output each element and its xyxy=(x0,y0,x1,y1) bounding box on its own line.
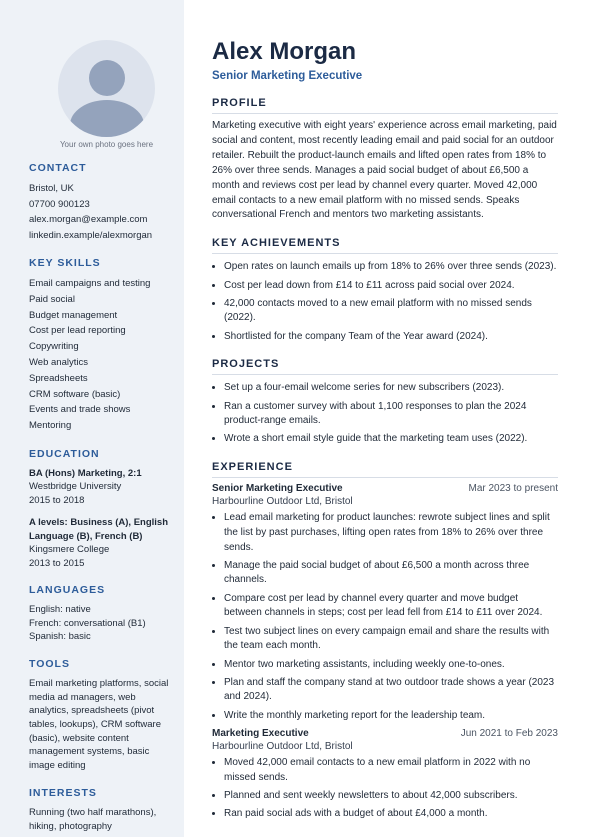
education-degree: A levels: Business (A), English Language (B), French (B) xyxy=(29,517,169,542)
education-entry xyxy=(29,467,170,508)
photo-area xyxy=(29,40,184,149)
skill-item: CRM software (basic) xyxy=(29,388,121,400)
job-bullets xyxy=(212,510,558,723)
education-degree: BA (Hons) Marketing, 2:1 xyxy=(29,467,142,479)
education-entry xyxy=(29,516,170,570)
project-item: • Wrote a short email style guide that the marketing team uses (2022). xyxy=(224,431,558,447)
job-bullet: • Manage the paid social budget of about £6,500 a month across three channels. xyxy=(224,558,558,588)
job-header xyxy=(212,728,558,739)
candidate-name: Alex Morgan xyxy=(212,38,357,65)
languages-heading: LANGUAGES xyxy=(29,584,106,597)
sidebar xyxy=(0,0,184,837)
project-item: • Set up a four-email welcome series for new subscribers (2023). xyxy=(224,380,558,396)
contact-linkedin[interactable]: linkedin.example/alexmorgan xyxy=(29,229,153,241)
skill-item: Web analytics xyxy=(29,356,88,368)
job-bullet: • Plan and staff the company stand at two outdoor trade shows a year (2023 and 2024). xyxy=(224,675,558,705)
education-school: Westbridge University xyxy=(29,481,122,493)
contact-heading: CONTACT xyxy=(29,162,87,174)
skills-heading: KEY SKILLS xyxy=(29,257,101,269)
job-entry xyxy=(212,728,558,822)
contact-phone: 07700 900123 xyxy=(29,198,90,210)
skill-item: Spreadsheets xyxy=(29,372,88,384)
job-entry xyxy=(212,483,558,723)
job-bullet: • Ran paid social ads with a budget of about £4,000 a month. xyxy=(224,806,558,822)
interests-text: Running (two half marathons), hiking, photography xyxy=(29,806,157,832)
tools-text: Email marketing platforms, social media ad managers, web analytics, spreadsheets (pivot tables, lookups), CRM software (basic), website content management systems, basic image editing xyxy=(29,677,169,772)
job-bullet: • Mentor two marketing assistants, including weekly one-to-ones. xyxy=(224,657,558,673)
skill-item: Email campaigns and testing xyxy=(29,278,151,289)
skill-item: Mentoring xyxy=(29,420,72,432)
contact-email[interactable]: alex.morgan@example.com xyxy=(29,214,148,225)
skill-item: Copywriting xyxy=(29,341,79,353)
avatar-head xyxy=(89,60,125,96)
avatar-body xyxy=(70,100,144,137)
job-header xyxy=(212,483,558,494)
job-bullet: • Planned and sent weekly newsletters to about 42,000 subscribers. xyxy=(224,788,558,804)
achievements-heading: KEY ACHIEVEMENTS xyxy=(212,237,558,254)
skill-item: Budget management xyxy=(29,309,118,321)
education-school: Kingsmere College xyxy=(29,544,110,556)
candidate-role: Senior Marketing Executive xyxy=(212,70,363,82)
language-item: Spanish: basic xyxy=(29,631,91,643)
tools-heading: TOOLS xyxy=(29,657,70,670)
avatar-placeholder-icon xyxy=(58,40,155,137)
skill-item: Cost per lead reporting xyxy=(29,325,126,337)
skill-item: Paid social xyxy=(29,293,75,305)
job-bullet: • Test two subject lines on every campaign email and share the results with the team each month. xyxy=(224,624,558,654)
job-dates: Jun 2021 to Feb 2023 xyxy=(460,728,558,740)
main-content xyxy=(184,0,600,837)
achievement-item: • 42,000 contacts moved to a new email platform with no missed sends (2022). xyxy=(224,296,558,326)
projects-list xyxy=(212,380,558,447)
project-item: • Ran a customer survey with about 1,100 responses to plan the 2024 product-range emails. xyxy=(224,399,558,429)
job-organization: Harbourline Outdoor Ltd, Bristol xyxy=(212,496,353,508)
achievements-list xyxy=(212,259,558,344)
achievement-item: • Open rates on launch emails up from 18% to 26% over three sends (2023). xyxy=(224,259,558,275)
profile-text: Marketing executive with eight years' experience across email marketing, paid social and content, most recently leading email and paid social for an outdoor retailer. Rebuilt the product-launch emails and lifted open rates from 18% to 26% over three sends. Manages a paid social budget of about £6,500 a month and reviews cost per lead by channel every quarter. Moved 42,000 email contacts to a new email platform with no missed sends. Speaks conversational French and mentors two marketing assistants. xyxy=(212,120,557,221)
education-years: 2013 to 2015 xyxy=(29,557,85,569)
job-title: Senior Marketing Executive xyxy=(212,483,343,495)
job-bullets xyxy=(212,755,558,822)
projects-heading: PROJECTS xyxy=(212,358,558,375)
language-item: English: native xyxy=(29,604,91,616)
achievement-item: • Cost per lead down from £14 to £11 across paid social over 2024. xyxy=(224,278,558,294)
job-organization: Harbourline Outdoor Ltd, Bristol xyxy=(212,741,353,753)
job-bullet: • Compare cost per lead by channel every quarter and move budget between channels in steps; cost per lead fell from £14 to £11 over 2024. xyxy=(224,591,558,621)
experience-heading: EXPERIENCE xyxy=(212,461,558,478)
job-bullet: • Moved 42,000 email contacts to a new email platform in 2022 with no missed sends. xyxy=(224,755,558,785)
language-item: French: conversational (B1) xyxy=(29,617,146,629)
education-heading: EDUCATION xyxy=(29,447,100,460)
job-bullet: • Write the monthly marketing report for the leadership team. xyxy=(224,708,558,724)
education-years: 2015 to 2018 xyxy=(29,494,85,506)
achievement-item: • Shortlisted for the company Team of the Year award (2024). xyxy=(224,329,558,345)
interests-heading: INTERESTS xyxy=(29,786,97,799)
skill-item: Events and trade shows xyxy=(29,404,131,416)
contact-location: Bristol, UK xyxy=(29,183,74,194)
job-title: Marketing Executive xyxy=(212,728,309,740)
job-dates: Mar 2023 to present xyxy=(468,483,558,495)
photo-caption: Your own photo goes here xyxy=(59,140,154,149)
profile-heading: PROFILE xyxy=(212,97,558,114)
job-bullet: • Lead email marketing for product launches: rewrote subject lines and split the list by past purchases, lifting open rates from 18% to 26% over three sends. xyxy=(224,510,558,555)
